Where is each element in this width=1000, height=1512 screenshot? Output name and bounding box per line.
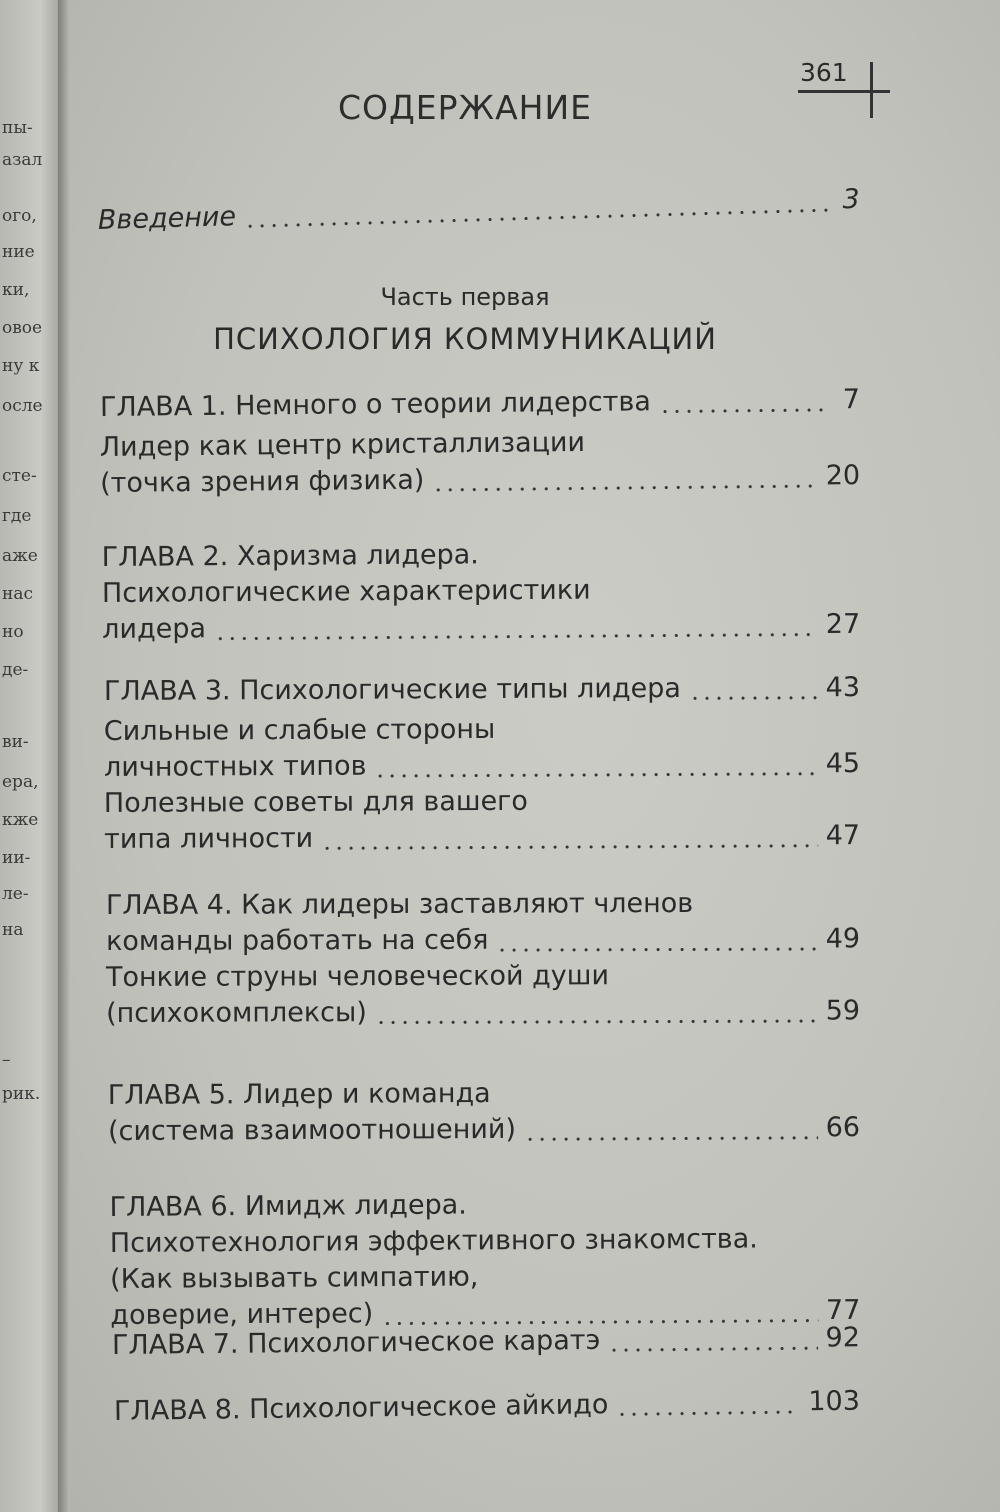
toc-entry-text: ГЛАВА 7. Психологическое каратэ [111,1324,601,1361]
left-page-fragment: но [2,622,24,642]
toc-page-number: 103 [808,1385,861,1418]
left-page-fragment: овое [2,318,43,338]
toc-page-number: 43 [825,672,861,704]
toc-entry-text: лидера [102,613,207,645]
toc-entry-text: личностных типов [104,750,367,783]
left-page-fragment: ле- [2,884,29,904]
toc-entry [104,784,860,860]
left-page-fragment: азал [2,150,43,170]
toc-page-number: 45 [825,748,861,780]
toc-page-number: 77 [825,1294,861,1327]
left-page-fragment: рик. [2,1084,41,1104]
toc-entry [104,672,860,712]
dot-leader [689,696,818,700]
toc-entry [100,384,860,428]
left-page-fragment: ера, [2,772,39,792]
toc-entry [104,712,860,788]
toc-entry-text: ГЛАВА 8. Психологическое айкидо [113,1389,609,1427]
toc-entry-text: ГЛАВА 6. Имидж лидера. [109,1189,467,1224]
toc-entry-text: (система взаимоотношений) [108,1113,517,1147]
toc-entry-text: команды работать на себя [106,924,489,957]
dot-leader [497,947,818,951]
dot-leader [375,772,818,777]
dot-leader [432,484,817,491]
dot-leader [608,1346,817,1351]
folio-bar [870,62,873,118]
toc-page-number: 27 [825,608,861,640]
toc-entry [108,1076,860,1152]
dot-leader [375,1019,818,1024]
left-page-fragment: где [2,506,32,526]
toc-page-number: 3 [842,183,861,216]
toc-entry-text: ГЛАВА 2. Харизма лидера. [101,539,479,574]
toc-entry-text: Тонкие струны человеческой души [105,960,610,993]
book-gutter [58,0,70,1512]
left-page-fragment: ние [2,242,35,262]
toc-entry-text: (точка зрения физика) [100,464,425,499]
toc-entry [106,887,860,962]
toc-entry-text: (психокомплексы) [106,997,367,1029]
toc-page-number: 49 [825,923,861,955]
dot-leader [659,408,828,413]
left-page-fragment: осле [2,396,43,416]
left-page-fragment: ки, [2,280,30,300]
toc-entry-text: Полезные советы для вашего [103,785,528,820]
toc-page-number: 59 [825,995,861,1027]
toc-entry-text: ГЛАВА 3. Психологические типы лидера [103,672,681,707]
toc-entry [114,1386,860,1432]
toc-page-number: 7 [842,384,861,416]
left-page-fragment: на [2,920,24,940]
toc-page-number: 20 [825,460,861,492]
toc-entry [100,424,861,504]
part-title: ПСИХОЛОГИЯ КОММУНИКАЦИЙ [213,322,717,356]
left-page-fragment: ии- [2,848,31,868]
toc-entry-text: Сильные и слабые стороны [103,713,496,748]
left-page-fragment: ого, [2,206,37,226]
toc-entry [102,537,861,650]
left-page-fragment: кже [2,810,39,830]
left-page-edge [0,0,58,1512]
toc-entry-text: доверие, интерес) [110,1298,374,1331]
toc-page-number: 66 [825,1112,861,1144]
toc-entry-text: Психологические характеристики [101,574,591,609]
toc-entry-text: Введение [97,201,237,236]
left-page-fragment: – [2,1050,11,1070]
toc-entry-text: типа личности [104,822,314,855]
toc-entry-text: Психотехнология эффективного знакомства. [109,1223,758,1260]
left-page-fragment: аже [2,546,38,566]
toc-entry [97,184,860,241]
left-page-fragment: пы- [2,118,33,138]
toc-entry [109,1187,860,1336]
dot-leader [244,208,828,227]
toc-entry-text: ГЛАВА 1. Немного о теории лидерства [99,386,652,423]
toc-entry-text: ГЛАВА 4. Как лидеры заставляют членов [105,887,694,921]
dot-leader [321,844,818,850]
dot-leader [524,1136,818,1141]
dot-leader [616,1410,800,1416]
toc-entry-text: Лидер как центр кристаллизации [99,426,586,464]
page-title: СОДЕРЖАНИЕ [337,88,593,127]
left-page-fragment: де- [2,660,29,680]
toc-entry-text: ГЛАВА 5. Лидер и команда [107,1077,491,1112]
page-number: 361 [800,58,848,87]
dot-leader [214,633,818,640]
left-page-fragment: нас [2,584,33,604]
toc-entry-text: (Как вызывать симпатию, [110,1261,479,1295]
part-label: Часть первая [380,283,550,311]
left-page-fragment: ну к [2,356,40,376]
toc-entry [106,959,860,1034]
toc-entry [112,1322,860,1366]
left-page-fragment: сте- [2,466,37,486]
toc-page-number: 47 [825,820,861,852]
toc-page-number: 92 [825,1322,861,1354]
left-page-fragment: ви- [2,732,29,752]
contents-page [70,0,1000,1512]
